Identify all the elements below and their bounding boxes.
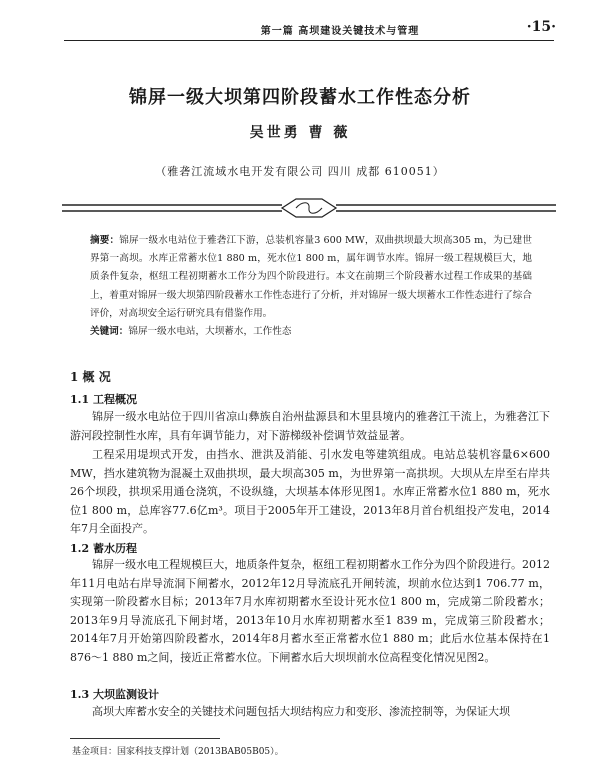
paragraph-4: 高坝大库蓄水安全的关键技术问题包括大坝结构应力和变形、渗流控制等，为保证大坝 xyxy=(92,705,510,718)
section-heading-1: 1 概 况 xyxy=(70,370,111,384)
subsection-heading-1-3: 1.3 大坝监测设计 xyxy=(70,688,159,701)
abstract-text: 锦屏一级水电站位于雅砻江下游，总装机容量3 600 MW，双曲拱坝最大坝高305 m，为已建世界第一高坝。水库正常蓄水位1 880 m，死水位1 800 m，属年调节水库。锦屏一级工程规模巨大，地质条件复杂，枢纽工程初期蓄水工作分为四个阶段进行。本文在前期三个阶段蓄水过程工作成果的基础上，着重对锦屏一级大坝第四阶段蓄水工作性态进行了分析，并对锦屏一级大坝蓄水工作性态进行了综合评价，对高坝安全运行研究具有借鉴作用。 xyxy=(90,235,533,319)
authors: 吴世勇 曹 薇 xyxy=(249,125,351,141)
paragraph-1: 锦屏一级水电站位于四川省凉山彝族自治州盐源县和木里县境内的雅砻江干流上，为雅砻江下游河段控制性水库，具有年调节能力，对下游梯级补偿调节效益显著。 xyxy=(70,410,550,442)
page-number: ·15· xyxy=(526,19,556,35)
abstract-label: 摘要： xyxy=(90,235,120,246)
running-header: 第一篇 高坝建设关键技术与管理 xyxy=(260,26,420,37)
header-rule xyxy=(64,40,554,41)
ornamental-divider xyxy=(62,196,556,220)
subsection-heading-1-1: 1.1 工程概况 xyxy=(70,393,137,406)
subsection-heading-1-2: 1.2 蓄水历程 xyxy=(70,542,137,555)
keywords: 锦屏一级水电站，大坝蓄水，工作性态 xyxy=(128,326,292,338)
footnote-rule xyxy=(70,738,220,739)
footnote: 基金项目：国家科技支撑计划（2013BAB05B05）。 xyxy=(72,747,284,757)
paper-title: 锦屏一级大坝第四阶段蓄水工作性态分析 xyxy=(129,87,471,108)
paragraph-2: 工程采用堤坝式开发，由挡水、泄洪及消能、引水发电等建筑组成。电站总装机容量6×600 MW，挡水建筑物为混凝土双曲拱坝，最大坝高305 m，为世界第一高拱坝。大坝从左岸至右岸共26个坝段，拱坝采用通仓浇筑，不设纵缝，大坝基本体形见图1。水库正常蓄水位1 880 m，死水位1 800 m，总库容77.6亿m³。项目于2005年开工建设，2013年8月首台机组投产发电，2014年7月全面投产。 xyxy=(70,448,550,536)
paragraph-3: 锦屏一级水电工程规模巨大，地质条件复杂，枢纽工程初期蓄水工作分为四个阶段进行。2012年11月电站右岸导流洞下闸蓄水，2012年12月导流底孔开闸转流，坝前水位达到1 706.77 m，实现第一阶段蓄水目标；2013年7月水库初期蓄水至设计死水位1 800 m，完成第二阶段蓄水；2013年9月导流底孔下闸封堵，2013年10月水库初期蓄水至1 839 m，完成第三阶段蓄水；2014年7月开始第四阶段蓄水，2014年8月蓄水至正常蓄水位1 880 m；此后水位基本保持在1 876～1 880 m之间，接近正常蓄水位。下闸蓄水后大坝坝前水位高程变化情况见图2。 xyxy=(70,558,550,664)
abstract xyxy=(90,232,532,341)
keywords-label: 关键词： xyxy=(90,326,129,338)
affiliation: （雅砻江流域水电开发有限公司 四川 成都 610051） xyxy=(155,165,445,178)
